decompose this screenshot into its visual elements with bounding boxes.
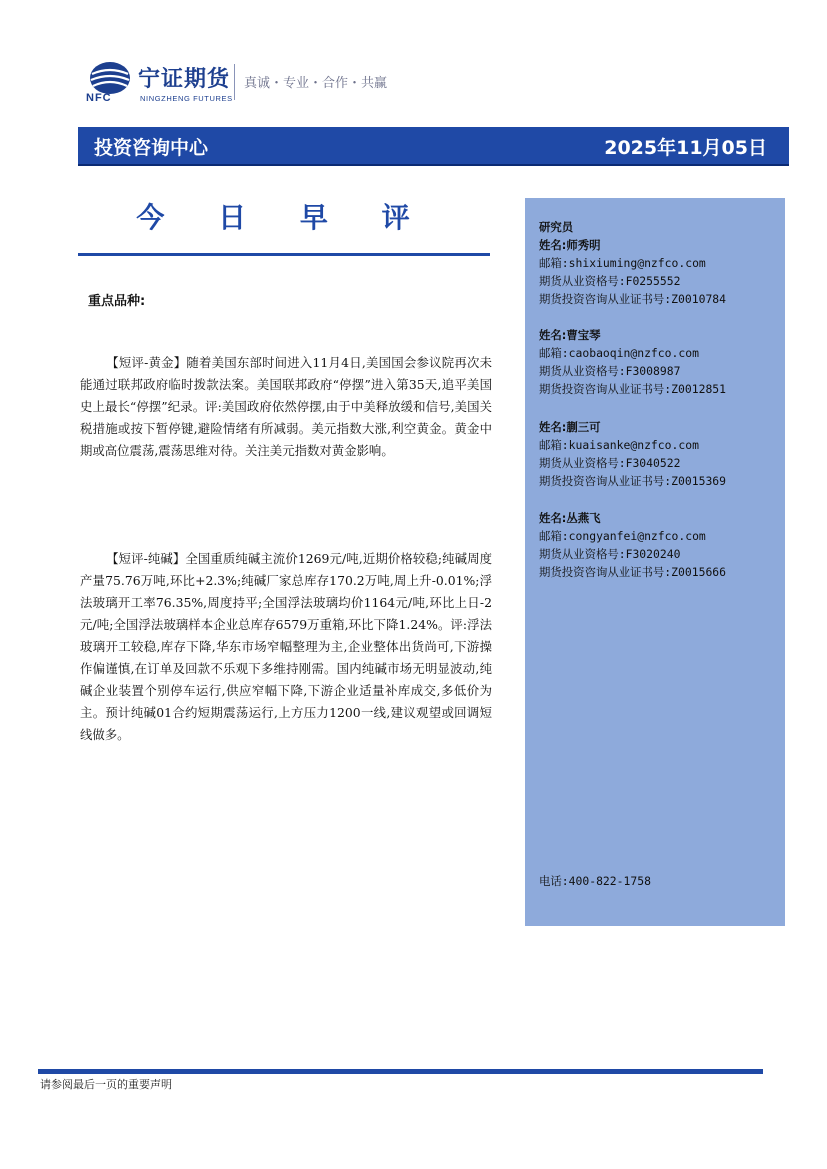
researcher-name: 姓名:丛燕飞 [539,511,601,525]
researcher-cert: 期货从业资格号:F3020240 [539,547,681,561]
soda-ash-commentary-text: 【短评-纯碱】全国重质纯碱主流价1269元/吨,近期价格较稳;纯碱周度产量75.76万吨,环比+2.3%;纯碱厂家总库存170.2万吨,周上升-0.01%;浮法玻璃开工率76.35%,周度持平;全国浮法玻璃均价1164元/吨,环比上日-2元/吨;全国浮法玻璃样本企业总库存6579万重箱,环比下降1.24%。评:浮法玻璃开工较稳,库存下降,华东市场窄幅整理为主,企业整体出货尚可,下游操作偏谨慎,在订单及回款不乐观下多维持刚需。国内纯碱市场无明显波动,纯碱企业装置个别停车运行,供应窄幅下降,下游企业适量补库成交,多低价为主。预计纯碱01合约短期震荡运行,上方压力1200一线,建议观望或回调短线做多。 [80,551,492,742]
logo-english-name: NINGZHENG FUTURES [140,94,233,103]
key-products-label: 重点品种: [88,294,146,309]
researcher-email: 邮箱:shixiuming@nzfco.com [539,256,706,270]
researcher-name: 姓名:曹宝琴 [539,328,601,342]
footer-divider [38,1069,763,1074]
gold-commentary-text: 【短评-黄金】随着美国东部时间进入11月4日,美国国会参议院再次未能通过联邦政府临时拨款法案。美国联邦政府“停摆”进入第35天,追平美国史上最长“停摆”纪录。评:美国政府依然停摆,由于中美释放缓和信号,美国关税措施或按下暂停键,避险情绪有所减弱。美元指数大涨,利空黄金。黄金中期或高位震荡,震荡思维对待。关注美元指数对黄金影响。 [80,355,492,458]
sidebar-heading: 研究员 [539,220,574,234]
researcher-advisory-cert: 期货投资咨询从业证书号:Z0015666 [539,565,727,579]
title-divider [78,253,490,256]
page-title: 今 日 早 评 [136,201,432,234]
researcher-cert: 期货从业资格号:F0255552 [539,274,681,288]
logo-short-name: NFC [86,92,112,104]
soda-ash-commentary [80,548,492,746]
company-logo [86,60,446,106]
gold-commentary [80,352,492,462]
researcher-email: 邮箱:caobaoqin@nzfco.com [539,346,699,360]
researcher-advisory-cert: 期货投资咨询从业证书号:Z0015369 [539,474,727,488]
researcher-cert: 期货从业资格号:F3040522 [539,456,681,470]
slogan: 真诚・专业・合作・共赢 [244,76,388,91]
logo-company-name: 宁证期货 [138,67,231,92]
researcher-email: 邮箱:kuaisanke@nzfco.com [539,438,699,452]
footer-disclaimer: 请参阅最后一页的重要声明 [40,1078,172,1091]
researcher-card [539,218,726,308]
researcher-name: 姓名:师秀明 [539,238,601,252]
researcher-email: 邮箱:congyanfei@nzfco.com [539,529,706,543]
researcher-advisory-cert: 期货投资咨询从业证书号:Z0010784 [539,292,727,306]
department-title: 投资咨询中心 [94,137,209,159]
researcher-card [539,418,726,490]
header-band [78,127,789,166]
contact-phone: 电话:400-822-1758 [539,874,651,888]
researcher-cert: 期货从业资格号:F3008987 [539,364,681,378]
report-date: 2025年11月05日 [604,137,767,159]
logo-divider [234,64,235,100]
researcher-card [539,326,726,398]
researcher-sidebar [525,198,785,926]
researcher-name: 姓名:蒯三可 [539,420,601,434]
researcher-card [539,509,726,581]
researcher-advisory-cert: 期货投资咨询从业证书号:Z0012851 [539,382,727,396]
nfc-globe-icon [88,60,132,96]
